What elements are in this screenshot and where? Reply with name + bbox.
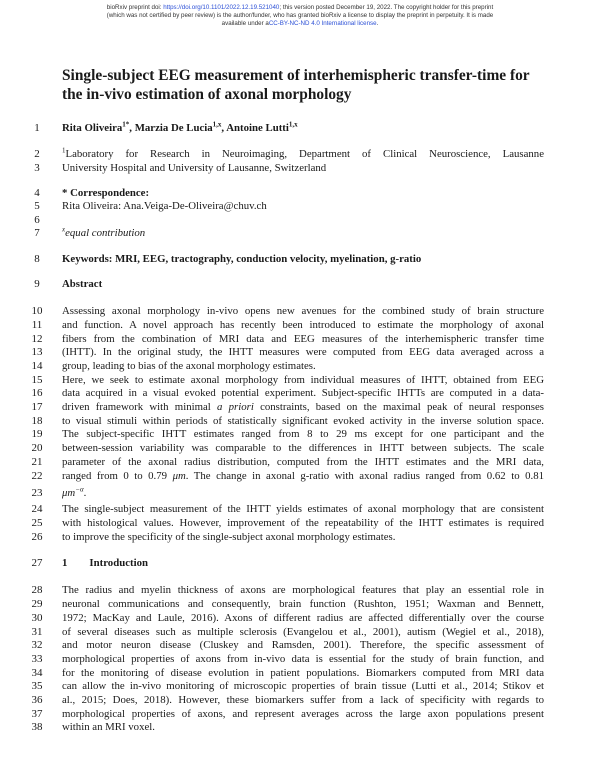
abstract-line: data acquired in a visual evoked potential experiment. Subject-specific IHTTs are computed in a data- [62,387,544,399]
line-number: 10 [31,305,43,317]
line-number: 26 [31,531,43,543]
author-name: Marzia De Lucia [134,122,213,134]
abstract-line: driven framework with minimal a priori constraints, based on the maximal peak of neural responses [62,401,544,413]
line-number: 22 [31,470,43,482]
abstract-line: parameter of the axonal radius distribution, computed from the IHTT estimates and the MRI data, [62,456,544,468]
abstract-line: group, leading to bias of the axonal morphology estimates. [62,360,316,372]
line-number: 11 [31,319,43,331]
line-number: 21 [31,456,43,468]
doi-link[interactable]: https://doi.org/10.1101/2022.12.19.521040 [163,4,280,11]
line-number: 32 [31,639,43,651]
intro-line: of several diseases such as multiple sclerosis (Evangelou et al., 2001), autism (Wegiel et al., 2018), [62,626,544,638]
intro-line: morphological properties of axons, and represent averages across the large axon populations present [62,708,544,720]
line-number: 3 [34,162,40,174]
preprint-header [50,4,550,28]
abstract-line: with histological values. However, improvement of the repeatability of the IHTT estimates is required [62,517,544,529]
abstract-line: The single-subject measurement of the IHTT yields estimates of axonal morphology that are consistent [62,503,544,515]
line-number: 15 [31,374,43,386]
line-number: 36 [31,694,43,706]
line-number: 12 [31,333,43,345]
intro-line: morphological properties of axons from in-vivo data is essential for the study of brain function, and [62,653,544,665]
abstract-heading: Abstract [62,278,103,290]
intro-line: within an MRI voxel. [62,721,155,733]
line-number: 20 [31,442,43,454]
line-number: 6 [34,214,40,226]
line-number: 8 [34,253,40,265]
section-heading-introduction: 1 Introduction [62,557,149,569]
intro-line: The radius and myelin thickness of axons are morphological features that play an essential role in [62,584,544,596]
abstract-line: between-session variability was comparable to the differences in IHTT between subjects. The scale [62,442,544,454]
affiliation-line: University Hospital and University of Lausanne, Switzerland [62,162,327,174]
header-line-1: bioRxiv preprint doi: https://doi.org/10.1101/2022.12.19.521040; this version posted December 19, 2022. The copyright holder for this preprint [106,4,494,11]
abstract-line: fibers from the combination of MRI data and EEG measures of the interhemispheric transfer time [62,333,544,345]
line-number: 33 [31,653,43,665]
line-number: 30 [31,612,43,624]
abstract-line: Here, we seek to estimate axonal morphology from individual measures of IHTT, obtained from EEG [62,374,544,386]
line-number: 34 [31,667,43,679]
header-line-3: available under aCC-BY-NC-ND 4.0 International license. [221,20,379,27]
affiliation-line: $^1$Laboratory for Research in Neuroimaging, Department of Clinical Neuroscience, Lausanne [62,146,544,160]
line-number: 28 [31,584,43,596]
paper-title: Single-subject EEG measurement of interhemispheric transfer-time for the in-vivo estimation of axonal morphology [62,67,530,103]
abstract-line: and function. A novel approach has recently been introduced to estimate the morphology of axonal [62,319,544,331]
line-number: 17 [31,401,43,413]
line-number: 27 [31,557,43,569]
abstract-line: ranged from 0 to 0.79 μm. The change in axonal g-ratio with axonal radius ranged from 0.62 to 0.81 [62,470,544,482]
correspondence-heading: * Correspondence: [62,187,150,199]
line-number: 16 [31,387,43,399]
author-list: Rita Oliveira$^{1*}$, Marzia De Lucia$^{1,x}$, Antoine Lutti$^{1,x}$ [62,120,298,134]
intro-line: and motor neuron disease (Cluskey and Ramsden, 2001). Therefore, the specific assessment of [62,639,544,651]
header-line-2: (which was not certified by peer review) is the author/funder, who has granted bioRxiv a license to display the preprint in perpetuity. It is made [106,12,494,19]
line-number: 38 [31,721,43,733]
abstract-line: $\mu m^{-\alpha}$. [62,485,87,499]
line-number: 19 [31,428,43,440]
author-name: Rita Oliveira [62,122,123,134]
line-number: 23 [31,487,43,499]
abstract-line: to visual stimuli within periods of statistically significant evoked activity in the inverse solution space. [62,415,544,427]
line-number: 4 [34,187,40,199]
line-number: 1 [34,122,40,134]
author-name: Antoine Lutti [226,122,289,134]
abstract-line: Assessing axonal morphology in-vivo opens new avenues for the combined study of brain structure [62,305,544,317]
line-number: 31 [31,626,43,638]
line-number: 5 [34,200,40,212]
intro-line: 1972; MacKay and Laule, 2016). Axons of different radius are affected differentially over the course [62,612,544,624]
equal-contribution-note: $^x$equal contribution [62,225,146,239]
line-number: 14 [31,360,43,372]
correspondence-email: Rita Oliveira: Ana.Veiga-De-Oliveira@chuv.ch [62,200,267,212]
intro-line: for the monitoring of disease evolution in patient populations. Biomarkers computed from MRI data [62,667,544,679]
abstract-line: (IHTT). In the original study, the IHTT measures were computed from EEG data averaged across a [62,346,544,358]
line-number: 7 [34,227,40,239]
intro-line: can allow the in-vivo monitoring of microscopic properties of brain tissue (Lutti et al., 2014; Stikov et [62,680,544,692]
line-number: 18 [31,415,43,427]
abstract-line: to improve the specificity of the single-subject axonal morphology estimates. [62,531,396,543]
line-number: 2 [34,148,40,160]
keywords: Keywords: MRI, EEG, tractography, conduction velocity, myelination, g-ratio [62,253,422,265]
intro-line: al., 2015; Does, 2018). However, these biomarkers suffer from a lack of specificity with regards to [62,694,544,706]
line-number: 24 [31,503,43,515]
line-number: 35 [31,680,43,692]
line-number: 25 [31,517,43,529]
line-number: 37 [31,708,43,720]
abstract-line: The subject-specific IHTT estimates ranged from 8 to 29 ms except for one participant and the [62,428,544,440]
line-number: 13 [31,346,43,358]
intro-line: neuronal communications and consequently, brain function (Rushton, 1951; Waxman and Bennett, [62,598,544,610]
line-number: 9 [34,278,40,290]
license-link[interactable]: CC-BY-NC-ND 4.0 International license [268,20,377,27]
line-number: 29 [31,598,43,610]
